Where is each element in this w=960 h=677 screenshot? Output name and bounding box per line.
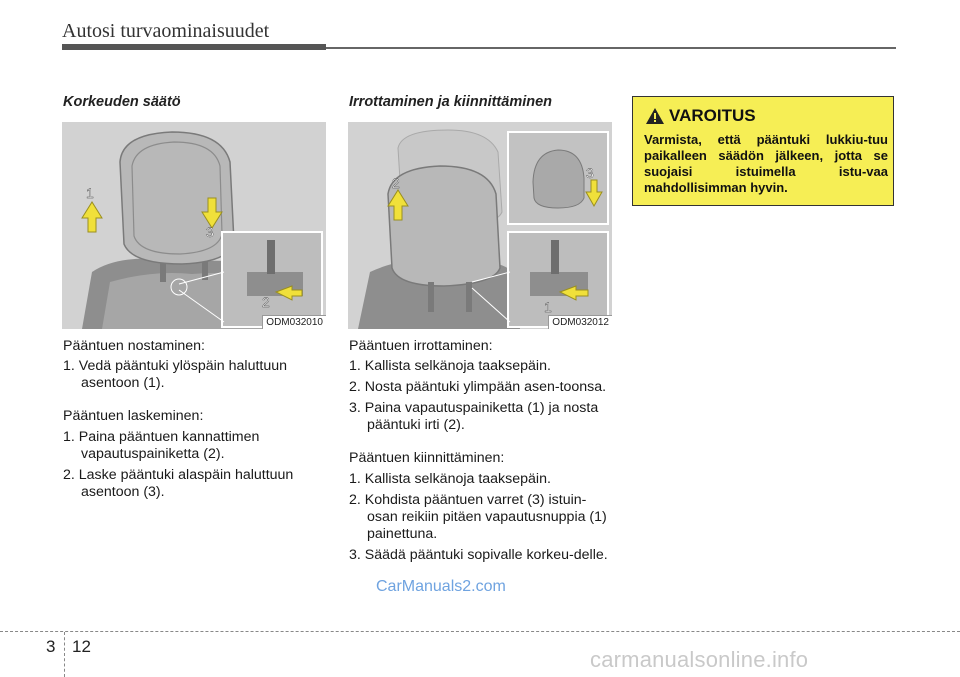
figure-remove-attach [348,122,612,329]
section-heading-height-adjust: Korkeuden säätö [63,94,181,110]
callout-1: 1 [544,299,552,315]
callout-2: 2 [392,175,400,191]
running-header: Autosi turvaominaisuudet [62,20,270,42]
lower-step-2: 2. Laske pääntuki alaspäin haluttuun asentoon (3). [63,467,294,500]
header-rule-thin [326,47,896,49]
raise-title: Pääntuen nostaminen: [63,338,205,354]
warning-triangle-icon [645,107,665,125]
callout-3: 3 [206,224,214,240]
remove-attach-text [349,338,611,564]
attach-step-2: 2. Kohdista pääntuen varret (3) istuin-osan reikiin pitäen vapautusnuppia (1) painettuna. [349,492,607,542]
attach-step-1: 1. Kallista selkänoja taaksepäin. [349,471,551,487]
warning-text: Varmista, että pääntuki lukkiu-tuu paikalleen säädön jälkeen, jotta se suojaisi istuimella istu-vaa mahdollisimman hyvin. [644,132,888,195]
footer-divider [0,631,960,632]
figure-height-adjust [62,122,326,329]
figure-code: ODM032012 [548,315,612,329]
callout-1: 1 [86,185,94,201]
raise-step-1: 1. Vedä pääntuki ylöspäin haluttuun asentoon (1). [63,358,288,391]
footer-vertical-divider [64,632,65,677]
lower-title: Pääntuen laskeminen: [63,408,204,424]
figure-code: ODM032010 [262,315,326,329]
remove-title: Pääntuen irrottaminen: [349,338,493,354]
headrest-remove-illustration [348,122,612,329]
remove-step-1: 1. Kallista selkänoja taaksepäin. [349,358,551,374]
page-number: 12 [72,637,91,656]
lower-step-1: 1. Paina pääntuen kannattimen vapautuspainiketta (2). [63,429,260,462]
callout-3: 3 [586,165,594,181]
attach-step-3: 3. Säädä pääntuki sopivalle korkeu-delle. [349,547,608,563]
headrest-adjust-illustration [62,122,326,329]
watermark-carmanualsonline: carmanualsonline.info [590,647,809,672]
attach-title: Pääntuen kiinnittäminen: [349,450,505,466]
remove-step-2: 2. Nosta pääntuki ylimpään asen-toonsa. [349,379,607,395]
warning-title: VAROITUS [669,106,756,125]
section-heading-remove-attach: Irrottaminen ja kiinnittäminen [349,94,553,110]
height-adjust-text [63,338,325,501]
header-rule-thick [62,44,326,50]
remove-step-3: 3. Paina vapautuspainiketta (1) ja nosta pääntuki irti (2). [349,400,599,433]
callout-2: 2 [262,294,270,310]
chapter-number: 3 [46,637,56,656]
watermark-carmanuals2: CarManuals2.com [376,578,506,595]
warning-box [632,96,894,206]
